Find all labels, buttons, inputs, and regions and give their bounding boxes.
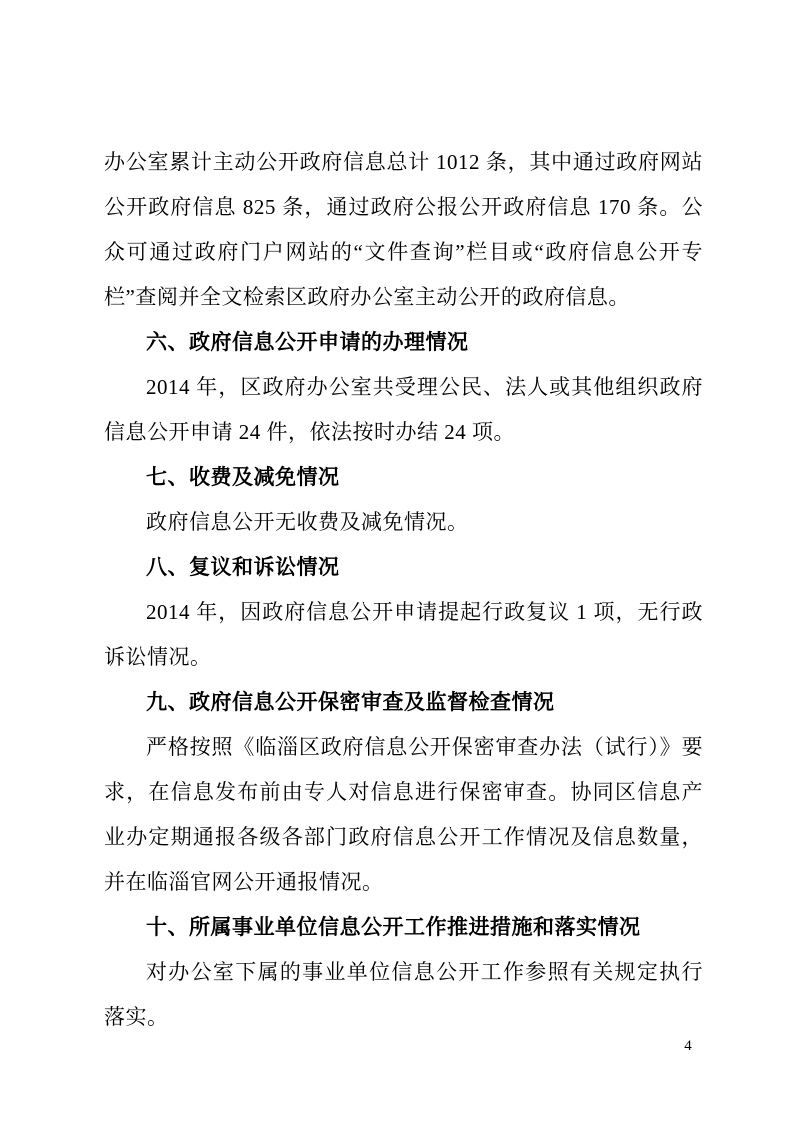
section-paragraph-6: 2014 年，区政府办公室共受理公民、法人或其他组织政府信息公开申请 24 件，依法按时办结 24 项。 xyxy=(104,375,703,444)
section-heading-8: 八、复议和诉讼情况 xyxy=(146,556,340,579)
section-paragraph-7: 政府信息公开无收费及减免情况。 xyxy=(146,510,469,534)
section-paragraph-10: 对办公室下属的事业单位信息公开工作参照有关规定执行落实。 xyxy=(104,960,703,1029)
paragraph-continuation: 办公室累计主动公开政府信息总计 1012 条，其中通过政府网站公开政府信息 825 条，通过政府公报公开政府信息 170 条。公众可通过政府门户网站的“文件查询”栏目或“政府信息公开专栏”查阅并全文检索区政府办公室主动公开的政府信息。 xyxy=(104,150,703,309)
section-heading-6: 六、政府信息公开申请的办理情况 xyxy=(146,331,469,354)
document-body xyxy=(104,140,703,1040)
page-number: 4 xyxy=(684,1038,692,1054)
section-paragraph-9: 严格按照《临淄区政府信息公开保密审查办法（试行）》要求，在信息发布前由专人对信息进行保密审查。协同区信息产业办定期通报各级各部门政府信息公开工作情况及信息数量，并在临淄官网公开通报情况。 xyxy=(104,735,703,894)
section-paragraph-8: 2014 年，因政府信息公开申请提起行政复议 1 项，无行政诉讼情况。 xyxy=(104,600,703,669)
section-heading-7: 七、收费及减免情况 xyxy=(146,466,340,489)
section-heading-9: 九、政府信息公开保密审查及监督检查情况 xyxy=(146,691,555,714)
section-heading-10: 十、所属事业单位信息公开工作推进措施和落实情况 xyxy=(146,916,641,939)
